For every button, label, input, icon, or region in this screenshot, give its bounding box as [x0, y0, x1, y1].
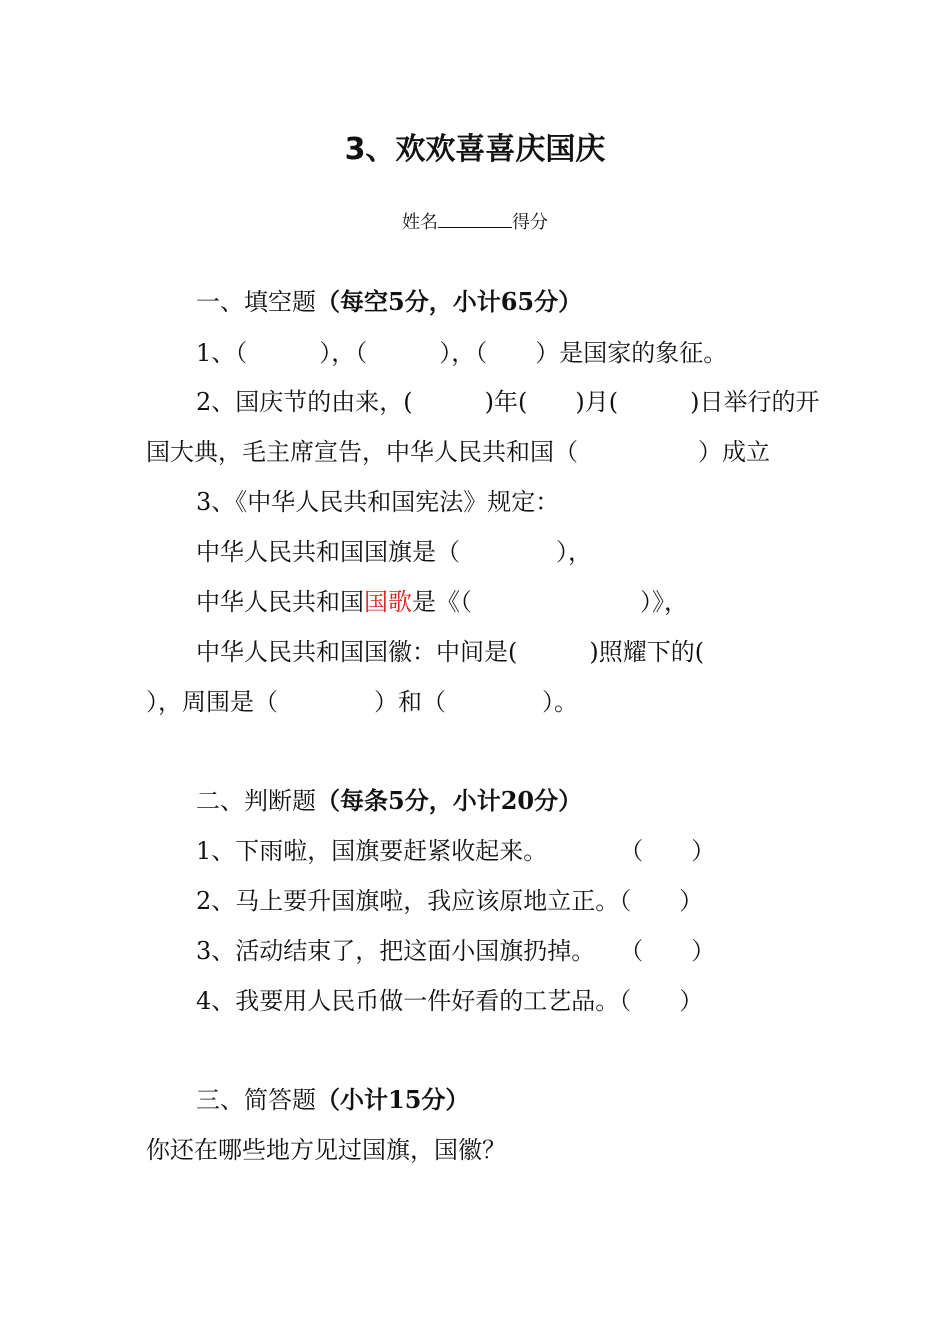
name-blank[interactable]: [438, 209, 512, 228]
s2-item-1: 1、下雨啦，国旗要赶紧收起来。 （ ）: [196, 837, 716, 865]
s2-item-2: 2、马上要升国旗啦，我应该原地立正。（ ）: [196, 887, 704, 915]
section2-scoring: （每条5分，小计20分）: [316, 786, 583, 815]
s1-question-3-emblem-line1: 中华人民共和国国徽：中间是( )照耀下的(: [196, 638, 705, 666]
section1-heading: 一、填空题: [196, 288, 316, 316]
s2-item-3: 3、活动结束了，把这面小国旗扔掉。 （ ）: [196, 937, 716, 965]
s1-question-3-anthem: [196, 587, 688, 617]
section3-heading: 三、简答题: [196, 1086, 316, 1114]
s2-item-4: 4、我要用人民币做一件好看的工艺品。（ ）: [196, 987, 704, 1015]
s1-question-3-intro: 3、《中华人民共和国宪法》规定：: [196, 488, 560, 516]
name-score-line: [0, 209, 950, 235]
anthem-highlight: 国歌: [364, 588, 412, 616]
name-label: 姓名: [402, 212, 438, 233]
s1-question-2-line2: 国大典，毛主席宣告，中华人民共和国（ ）成立: [146, 438, 770, 466]
score-label: 得分: [512, 212, 548, 233]
s1-question-3-emblem-line2: ），周围是（ ）和（ ）。: [146, 688, 578, 716]
section1-heading-line: [196, 287, 582, 317]
s3-question: 你还在哪些地方见过国旗，国徽？: [146, 1136, 506, 1164]
section3-heading-line: [196, 1085, 469, 1115]
s1-question-3-flag: 中华人民共和国国旗是（ ），: [196, 538, 592, 566]
s1-question-2-line1: 2、国庆节的由来，( )年( )月( )日举行的开: [196, 388, 820, 416]
page-title: 3、欢欢喜喜庆国庆: [344, 132, 606, 167]
section3-scoring: （小计15分）: [316, 1085, 470, 1114]
section2-heading: 二、判断题: [196, 787, 316, 815]
anthem-suffix: 是《（ ）》，: [412, 588, 688, 616]
anthem-prefix: 中华人民共和国: [196, 588, 364, 616]
s1-question-1: 1、（ ），（ ），（ ）是国家的象征。: [196, 339, 728, 367]
section1-scoring: （每空5分，小计65分）: [316, 287, 583, 316]
section2-heading-line: [196, 786, 582, 816]
